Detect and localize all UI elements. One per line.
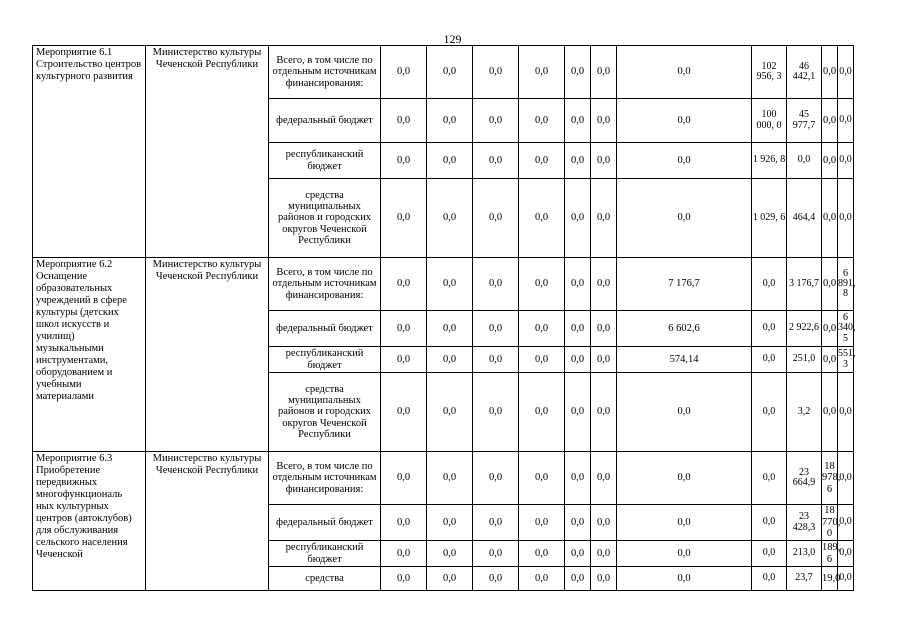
value-cell: 0,0 [381,452,427,505]
value-cell: 0,0 [565,541,591,567]
value-cell: 0,0 [427,179,473,258]
value-cell: 0,0 [752,347,787,373]
value-cell: 0,0 [822,347,838,373]
value-cell: 0,0 [473,347,519,373]
value-cell: 251,0 [787,347,822,373]
value-cell: 0,0 [427,505,473,541]
value-cell: 551, 3 [838,347,854,373]
value-cell: 0,0 [822,99,838,143]
value-cell: 18 770, 0 [822,505,841,540]
value-cell: 0,0 [381,505,427,541]
funding-source-cell: республиканский бюджет [269,347,381,373]
value-cell: 0,0 [565,373,591,452]
value-cell: 3,2 [787,373,822,452]
value-cell: 45 977,7 [787,99,822,143]
funding-source-cell: федеральный бюджет [269,99,381,143]
value-cell: 23 428,3 [787,505,822,541]
value-cell: 0,0 [565,311,591,347]
value-cell: 0,0 [565,347,591,373]
funding-source-cell: средства [269,567,381,591]
funding-source-cell: средства муниципальных районов и городских округов Чеченской Республики [269,179,381,258]
value-cell: 0,0 [617,373,752,452]
value-cell: 0,0 [591,143,617,179]
value-cell: 0,0 [822,46,838,99]
table-row [33,46,854,99]
value-cell: 213,0 [787,541,822,567]
value-cell: 0,0 [565,179,591,258]
value-cell: 0,0 [752,567,787,591]
value-cell: 0,0 [838,373,854,452]
value-cell: 0,0 [473,46,519,99]
value-cell: 0,0 [617,541,752,567]
funding-source-cell: федеральный бюджет [269,505,381,541]
value-cell: 0,0 [591,258,617,311]
value-cell: 0,0 [473,99,519,143]
value-cell: 0,0 [617,99,752,143]
value-cell: 1 029, 6 [752,179,787,258]
value-cell: 0,0 [427,541,473,567]
value-cell: 0,0 [591,179,617,258]
value-cell: 0,0 [381,541,427,567]
value-cell: 0,0 [381,311,427,347]
value-cell: 0,0 [617,46,752,99]
value-cell: 2 922,6 [787,311,822,347]
value-cell: 0,0 [565,505,591,541]
value-cell: 0,0 [381,143,427,179]
value-cell: 0,0 [591,46,617,99]
value-cell: 0,0 [381,179,427,258]
funding-source-cell: Всего, в том числе по отдельным источникам финансирования: [269,452,381,505]
value-cell: 0,0 [752,541,787,567]
value-cell: 0,0 [519,505,565,541]
value-cell: 0,0 [519,46,565,99]
value-cell: 0,0 [565,258,591,311]
value-cell: 0,0 [838,505,854,541]
value-cell: 0,0 [752,452,787,505]
funding-source-cell: федеральный бюджет [269,311,381,347]
value-cell: 0,0 [473,373,519,452]
value-cell: 0,0 [381,567,427,591]
value-cell: 0,0 [838,567,854,591]
value-cell: 100 000, 0 [752,99,787,143]
value-cell: 0,0 [473,179,519,258]
value-cell: 18 978, 6 [822,452,838,505]
value-cell: 0,0 [822,258,838,311]
value-cell: 0,0 [752,373,787,452]
table-row [33,258,854,311]
value-cell: 0,0 [519,179,565,258]
value-cell: 0,0 [473,505,519,541]
value-cell: 0,0 [427,46,473,99]
value-cell: 0,0 [565,99,591,143]
value-cell: 0,0 [822,373,838,452]
value-cell: 0,0 [591,567,617,591]
value-cell: 0,0 [473,567,519,591]
value-cell: 7 176,7 [617,258,752,311]
value-cell: 0,0 [838,179,854,258]
funding-source-cell: Всего, в том числе по отдельным источникам финансирования: [269,46,381,99]
value-cell: 0,0 [473,452,519,505]
value-cell: 0,0 [473,541,519,567]
value-cell: 0,0 [519,143,565,179]
value-cell: 0,0 [617,143,752,179]
value-cell: 574,14 [617,347,752,373]
value-cell: 0,0 [381,99,427,143]
value-cell: 0,0 [752,505,787,541]
value-cell: 102 956, 3 [752,46,787,99]
ministry-cell: Министерство культуры Чеченской Республики [146,452,269,591]
value-cell: 0,0 [381,347,427,373]
funding-source-cell: республиканский бюджет [269,143,381,179]
value-cell: 0,0 [427,373,473,452]
value-cell: 0,0 [427,452,473,505]
value-cell: 0,0 [822,143,838,179]
value-cell: 0,0 [427,347,473,373]
funding-table [32,45,854,591]
funding-source-cell: республиканский бюджет [269,541,381,567]
value-cell: 23 664,9 [787,452,822,505]
value-cell: 6 602,6 [617,311,752,347]
value-cell: 0,0 [838,46,854,99]
value-cell: 0,0 [752,311,787,347]
value-cell: 0,0 [591,347,617,373]
value-cell: 0,0 [427,258,473,311]
value-cell: 0,0 [565,567,591,591]
funding-source-cell: Всего, в том числе по отдельным источникам финансирования: [269,258,381,311]
table-row [33,452,854,505]
value-cell: 1 926, 8 [752,143,787,179]
value-cell: 0,0 [427,99,473,143]
value-cell: 0,0 [787,143,822,179]
value-cell: 0,0 [591,505,617,541]
value-cell: 0,0 [617,567,752,591]
value-cell: 0,0 [591,311,617,347]
value-cell: 0,0 [519,99,565,143]
measure-cell: Мероприятие 6.2 Оснащение образовательных учреждений в сфере культуры (детских школ искусств и училищ) музыкальными инструментами, оборудованием и учебными материалами [33,258,146,452]
value-cell: 0,0 [473,258,519,311]
value-cell: 0,0 [427,311,473,347]
value-cell: 6 340, 5 [838,311,854,347]
value-cell: 0,0 [838,143,854,179]
value-cell: 0,0 [838,452,854,505]
value-cell: 0,0 [519,541,565,567]
value-cell: 0,0 [565,452,591,505]
value-cell: 0,0 [519,373,565,452]
value-cell: 0,0 [822,311,838,347]
value-cell: 0,0 [591,541,617,567]
value-cell: 0,0 [838,99,854,143]
value-cell: 0,0 [617,452,752,505]
value-cell: 0,0 [427,143,473,179]
value-cell: 0,0 [473,311,519,347]
value-cell: 0,0 [519,258,565,311]
value-cell: 0,0 [591,373,617,452]
value-cell: 0,0 [519,347,565,373]
value-cell: 464,4 [787,179,822,258]
measure-cell: Мероприятие 6.1 Строительство центров культурного развития [33,46,146,258]
value-cell: 0,0 [381,258,427,311]
value-cell: 0,0 [565,143,591,179]
value-cell: 0,0 [565,46,591,99]
value-cell: 0,0 [381,46,427,99]
value-cell: 0,0 [519,567,565,591]
page-number: 129 [443,32,462,46]
value-cell: 0,0 [617,179,752,258]
ministry-cell: Министерство культуры Чеченской Республики [146,258,269,452]
value-cell: 0,0 [519,452,565,505]
value-cell: 0,0 [617,505,752,541]
value-cell: 0,0 [427,567,473,591]
funding-source-cell: средства муниципальных районов и городских округов Чеченской Республики [269,373,381,452]
value-cell: 0,0 [381,373,427,452]
value-cell: 0,0 [838,541,854,567]
measure-cell: Мероприятие 6.3 Приобретение передвижных многофункциональ ных культурных центров (автоклубов) для обслуживания сельского населения Чеченской [33,452,146,591]
value-cell: 0,0 [822,179,838,258]
value-cell: 0,0 [591,99,617,143]
value-cell: 0,0 [473,143,519,179]
value-cell: 19,0 [822,567,838,591]
value-cell: 3 176,7 [787,258,822,311]
value-cell: 6 891, 8 [838,258,854,311]
value-cell: 189, 6 [822,542,841,565]
value-cell: 23,7 [787,567,822,591]
value-cell: 0,0 [591,452,617,505]
value-cell: 0,0 [519,311,565,347]
ministry-cell: Министерство культуры Чеченской Республики [146,46,269,258]
value-cell: 46 442,1 [787,46,822,99]
value-cell: 0,0 [752,258,787,311]
